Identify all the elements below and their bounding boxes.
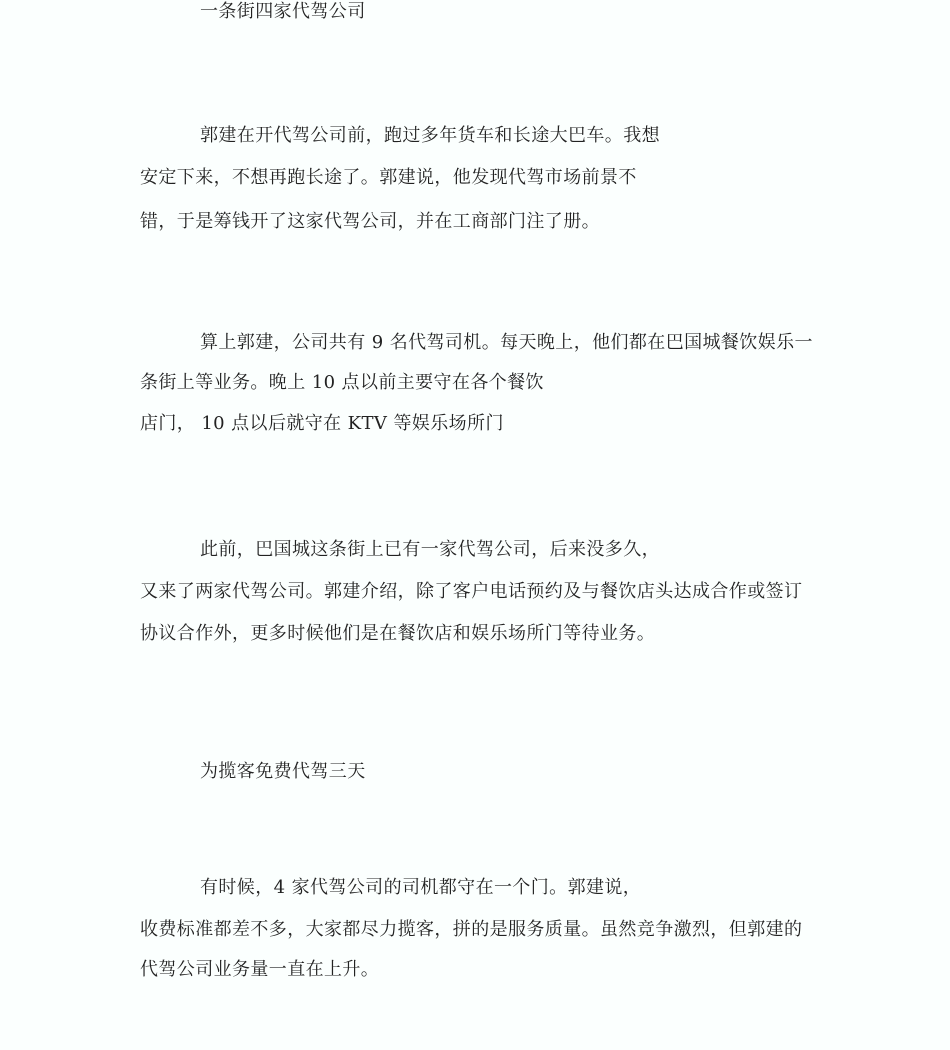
paragraph-line: 错，于是筹钱开了这家代驾公司，并在工商部门注了册。	[140, 211, 600, 232]
paragraph-line: 代驾公司业务量一直在上升。	[140, 959, 380, 980]
paragraph-line: 算上郭建，公司共有 9 名代驾司机。每天晚上，他们都在巴国城餐饮娱乐一	[200, 332, 813, 353]
paragraph-line: 安定下来，不想再跑长途了。郭建说，他发现代驾市场前景不	[140, 167, 637, 188]
paragraph-line: 又来了两家代驾公司。郭建介绍，除了客户电话预约及与餐饮店头达成合作或签订	[140, 581, 803, 602]
paragraph-line: 收费标准都差不多，大家都尽力揽客，拼的是服务质量。虽然竞争激烈，但郭建的	[140, 919, 803, 940]
paragraph-line: 郭建在开代驾公司前，跑过多年货车和长途大巴车。我想	[200, 125, 660, 146]
paragraph-line: 条街上等业务。晚上 10 点以前主要守在各个餐饮	[140, 372, 544, 393]
paragraph-line: 协议合作外，更多时候他们是在餐饮店和娱乐场所门等待业务。	[140, 623, 656, 644]
paragraph-line: 店门， 10 点以后就守在 KTV 等娱乐场所门	[140, 413, 504, 434]
paragraph-line: 有时候，4 家代驾公司的司机都守在一个门。郭建说，	[200, 877, 642, 898]
section-heading: 为揽客免费代驾三天	[200, 761, 366, 782]
section-heading: 一条街四家代驾公司	[200, 1, 366, 22]
paragraph-line: 此前，巴国城这条街上已有一家代驾公司，后来没多久，	[200, 539, 660, 560]
